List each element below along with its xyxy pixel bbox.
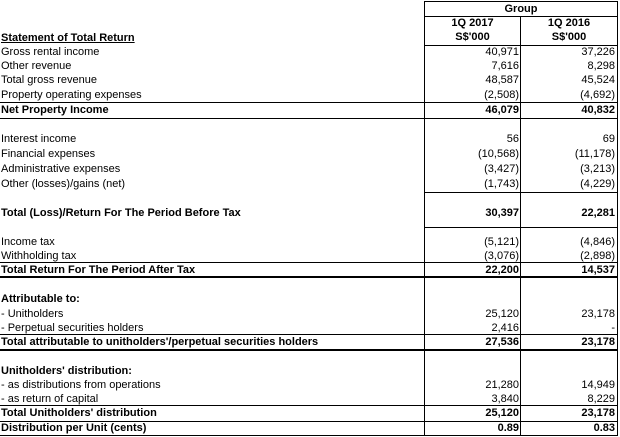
value-1q2017: 22,200 xyxy=(485,264,519,276)
row-financial-expenses xyxy=(0,147,620,161)
row-net-property-income xyxy=(0,103,620,117)
table-bottom-rule xyxy=(0,435,618,436)
value-1q2016: 37,226 xyxy=(581,46,615,58)
row-attributable-heading xyxy=(0,292,620,306)
value-1q2016: (11,178) xyxy=(574,148,615,160)
value-1q2016: 8,298 xyxy=(587,60,615,72)
row-label: Unitholders' distribution: xyxy=(1,365,132,377)
value-1q2017: (3,427) xyxy=(484,163,519,175)
row-label: - as distributions from operations xyxy=(1,379,161,391)
row-label: Income tax xyxy=(1,236,55,248)
value-1q2017: 3,840 xyxy=(491,393,519,405)
row-gross-rental-income xyxy=(0,45,620,59)
value-1q2017: 46,079 xyxy=(485,104,519,116)
row-other-losses-gains xyxy=(0,177,620,191)
row-distribution-per-unit xyxy=(0,421,620,435)
value-1q2017: 7,616 xyxy=(491,60,519,72)
rule-above-total-before-tax xyxy=(424,192,618,193)
row-label: - as return of capital xyxy=(1,393,99,405)
value-1q2017: 25,120 xyxy=(485,308,519,320)
row-label: Other revenue xyxy=(1,60,72,72)
value-1q2017: 25,120 xyxy=(485,407,519,419)
value-1q2017: (1,743) xyxy=(484,178,519,190)
value-1q2016: (4,846) xyxy=(580,236,615,248)
row-label: Total Unitholders' distribution xyxy=(1,407,157,419)
row-other-revenue xyxy=(0,59,620,73)
row-label: Distribution per Unit (cents) xyxy=(1,422,147,434)
row-perpetual-securities-holders xyxy=(0,321,620,335)
value-1q2016: - xyxy=(611,322,615,334)
value-1q2017: (3,076) xyxy=(484,250,519,262)
value-1q2017: 0.89 xyxy=(497,422,519,434)
row-total-before-tax xyxy=(0,206,620,220)
rule-below-total-attributable xyxy=(0,349,618,351)
row-label: Withholding tax xyxy=(1,250,77,262)
value-1q2016: (4,229) xyxy=(580,178,615,190)
row-total-distribution xyxy=(0,406,620,420)
row-label: Interest income xyxy=(1,133,77,145)
row-withholding-tax xyxy=(0,249,620,263)
col1-unit-header: S$'000 xyxy=(455,31,490,43)
group-header: Group xyxy=(504,3,538,15)
row-statement-title xyxy=(0,31,620,45)
section-title: Statement of Total Return xyxy=(1,32,135,44)
col2-period-header: 1Q 2016 xyxy=(547,17,591,29)
value-1q2016: 69 xyxy=(602,133,615,145)
value-1q2017: 40,971 xyxy=(485,46,519,58)
row-label: Financial expenses xyxy=(1,148,96,160)
row-label: Total gross revenue xyxy=(1,74,97,86)
value-1q2017: 48,587 xyxy=(485,74,519,86)
row-label: Total Return For The Period After Tax xyxy=(1,264,196,276)
row-administrative-expenses xyxy=(0,162,620,176)
value-1q2017: 30,397 xyxy=(485,207,519,219)
value-1q2017: (10,568) xyxy=(478,148,519,160)
value-1q2017: 2,416 xyxy=(491,322,519,334)
row-distribution-heading xyxy=(0,364,620,378)
row-unitholders xyxy=(0,307,620,321)
row-label: - Perpetual securities holders xyxy=(1,322,144,334)
value-1q2016: 23,178 xyxy=(581,407,615,419)
row-label: Attributable to: xyxy=(1,293,80,305)
value-1q2016: 45,524 xyxy=(581,74,615,86)
row-total-attributable xyxy=(0,335,620,349)
row-total-gross-revenue xyxy=(0,73,620,87)
value-1q2016: 40,832 xyxy=(581,104,615,116)
rule-below-total-before-tax xyxy=(424,227,618,228)
value-1q2016: 14,949 xyxy=(581,379,615,391)
row-property-operating-expenses xyxy=(0,88,620,102)
row-label: Other (losses)/gains (net) xyxy=(1,178,126,190)
row-label: Total attributable to unitholders'/perpetual securities holders xyxy=(1,336,319,348)
value-1q2016: 22,281 xyxy=(581,207,615,219)
col2-unit-header: S$'000 xyxy=(551,31,587,43)
value-1q2016: 23,178 xyxy=(581,336,615,348)
row-label: Net Property Income xyxy=(1,104,109,116)
value-1q2016: 14,537 xyxy=(581,264,615,276)
value-1q2017: 56 xyxy=(506,133,519,145)
row-distributions-from-operations xyxy=(0,378,620,392)
value-1q2016: (3,213) xyxy=(580,163,615,175)
value-1q2016: 23,178 xyxy=(581,308,615,320)
row-label: Total (Loss)/Return For The Period Before Tax xyxy=(1,207,241,219)
value-1q2016: 8,229 xyxy=(587,393,615,405)
row-label: Property operating expenses xyxy=(1,89,142,101)
row-income-tax xyxy=(0,235,620,249)
value-1q2017: 27,536 xyxy=(485,336,519,348)
value-1q2016: 0.83 xyxy=(593,422,615,434)
value-1q2017: (5,121) xyxy=(484,236,519,248)
rule-below-net-property-income xyxy=(0,118,618,119)
value-1q2017: 21,280 xyxy=(485,379,519,391)
col1-period-header: 1Q 2017 xyxy=(451,17,494,29)
row-label: Administrative expenses xyxy=(1,163,121,175)
row-total-after-tax xyxy=(0,263,620,277)
row-label: - Unitholders xyxy=(1,308,64,320)
row-label: Gross rental income xyxy=(1,46,100,58)
value-1q2016: (4,692) xyxy=(580,89,615,101)
value-1q2017: (2,508) xyxy=(484,89,519,101)
row-interest-income xyxy=(0,132,620,146)
value-1q2016: (2,898) xyxy=(580,250,615,262)
row-return-of-capital xyxy=(0,392,620,406)
